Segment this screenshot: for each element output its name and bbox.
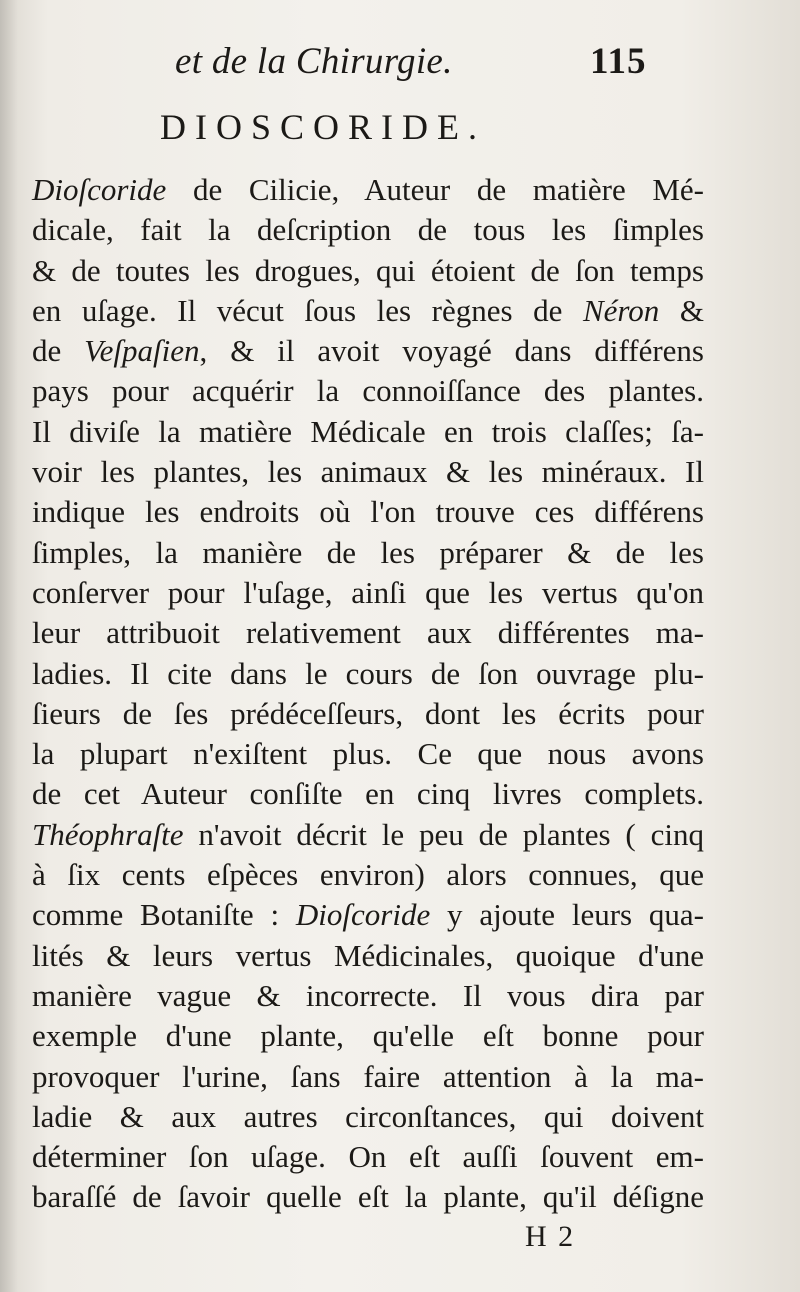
running-head [0, 34, 800, 84]
text-line: conſerver pour l'uſage, ainſi que les vertus qu'on [32, 574, 704, 610]
signature-mark: H 2 [525, 1220, 576, 1253]
italic-name: Néron [582, 292, 660, 328]
text-line: Dioſcoride de Cilicie, Auteur de matière Mé- [32, 172, 704, 207]
text-line: ladie & aux autres circonſtances, qui doivent [32, 1098, 704, 1134]
text-line: voir les plantes, les animaux & les minéraux. Il [32, 454, 704, 490]
text-line: Il diviſe la matière Médicale en trois claſſes; ſa- [32, 413, 704, 449]
text-line: de cet Auteur conſiſte en cinq livres complets. [32, 776, 704, 812]
text-line: leur attribuoit relativement aux différentes ma- [32, 615, 704, 651]
text-line: ſimples, la manière de les préparer & de les [32, 534, 704, 570]
section-heading: DIOSCORIDE. [160, 107, 487, 147]
text-line: & de toutes les drogues, qui étoient de ſon temps [32, 252, 704, 288]
text-line: déterminer ſon uſage. On eſt auſſi ſouvent em- [32, 1139, 704, 1175]
running-head-title: et de la Chirurgie. [175, 41, 453, 82]
text-line: Théophraſte n'avoit décrit le peu de plantes ( cinq [32, 816, 704, 852]
italic-name: Dioſcoride [32, 172, 167, 207]
spine-shadow [0, 0, 18, 1292]
italic-name: Dioſcoride [295, 897, 431, 933]
text-line: à ſix cents eſpèces environ) alors connues, que [32, 857, 704, 893]
text-line: provoquer l'urine, ſans faire attention à la ma- [32, 1058, 704, 1094]
body-text [32, 170, 704, 1218]
text-line: manière vague & incorrecte. Il vous dira par [32, 977, 704, 1013]
italic-name: Théophraſte [32, 816, 184, 852]
text-line: la plupart n'exiſtent plus. Ce que nous avons [32, 736, 704, 772]
text-line: baraſſé de ſavoir quelle eſt la plante, qu'il déſigne [32, 1179, 704, 1215]
text-line: indique les endroits où l'on trouve ces différens [32, 494, 704, 530]
page-number: 115 [590, 41, 647, 82]
text-line: exemple d'une plante, qu'elle eſt bonne pour [32, 1018, 704, 1054]
text-line: comme Botaniſte : Dioſcoride y ajoute leurs qua- [32, 897, 704, 933]
text-line: pays pour acquérir la connoiſſance des plantes. [32, 373, 704, 409]
italic-name: Veſpaſien [84, 333, 200, 369]
text-line: ſieurs de ſes prédéceſſeurs, dont les écrits pour [32, 695, 704, 731]
text-line: en uſage. Il vécut ſous les règnes de Néron & [32, 292, 704, 328]
text-line: dicale, fait la deſcription de tous les ſimples [32, 212, 704, 248]
text-line: lités & leurs vertus Médicinales, quoique d'une [32, 937, 704, 973]
text-line: de Veſpaſien, & il avoit voyagé dans différens [32, 333, 704, 369]
text-line: ladies. Il cite dans le cours de ſon ouvrage plu- [32, 655, 704, 691]
